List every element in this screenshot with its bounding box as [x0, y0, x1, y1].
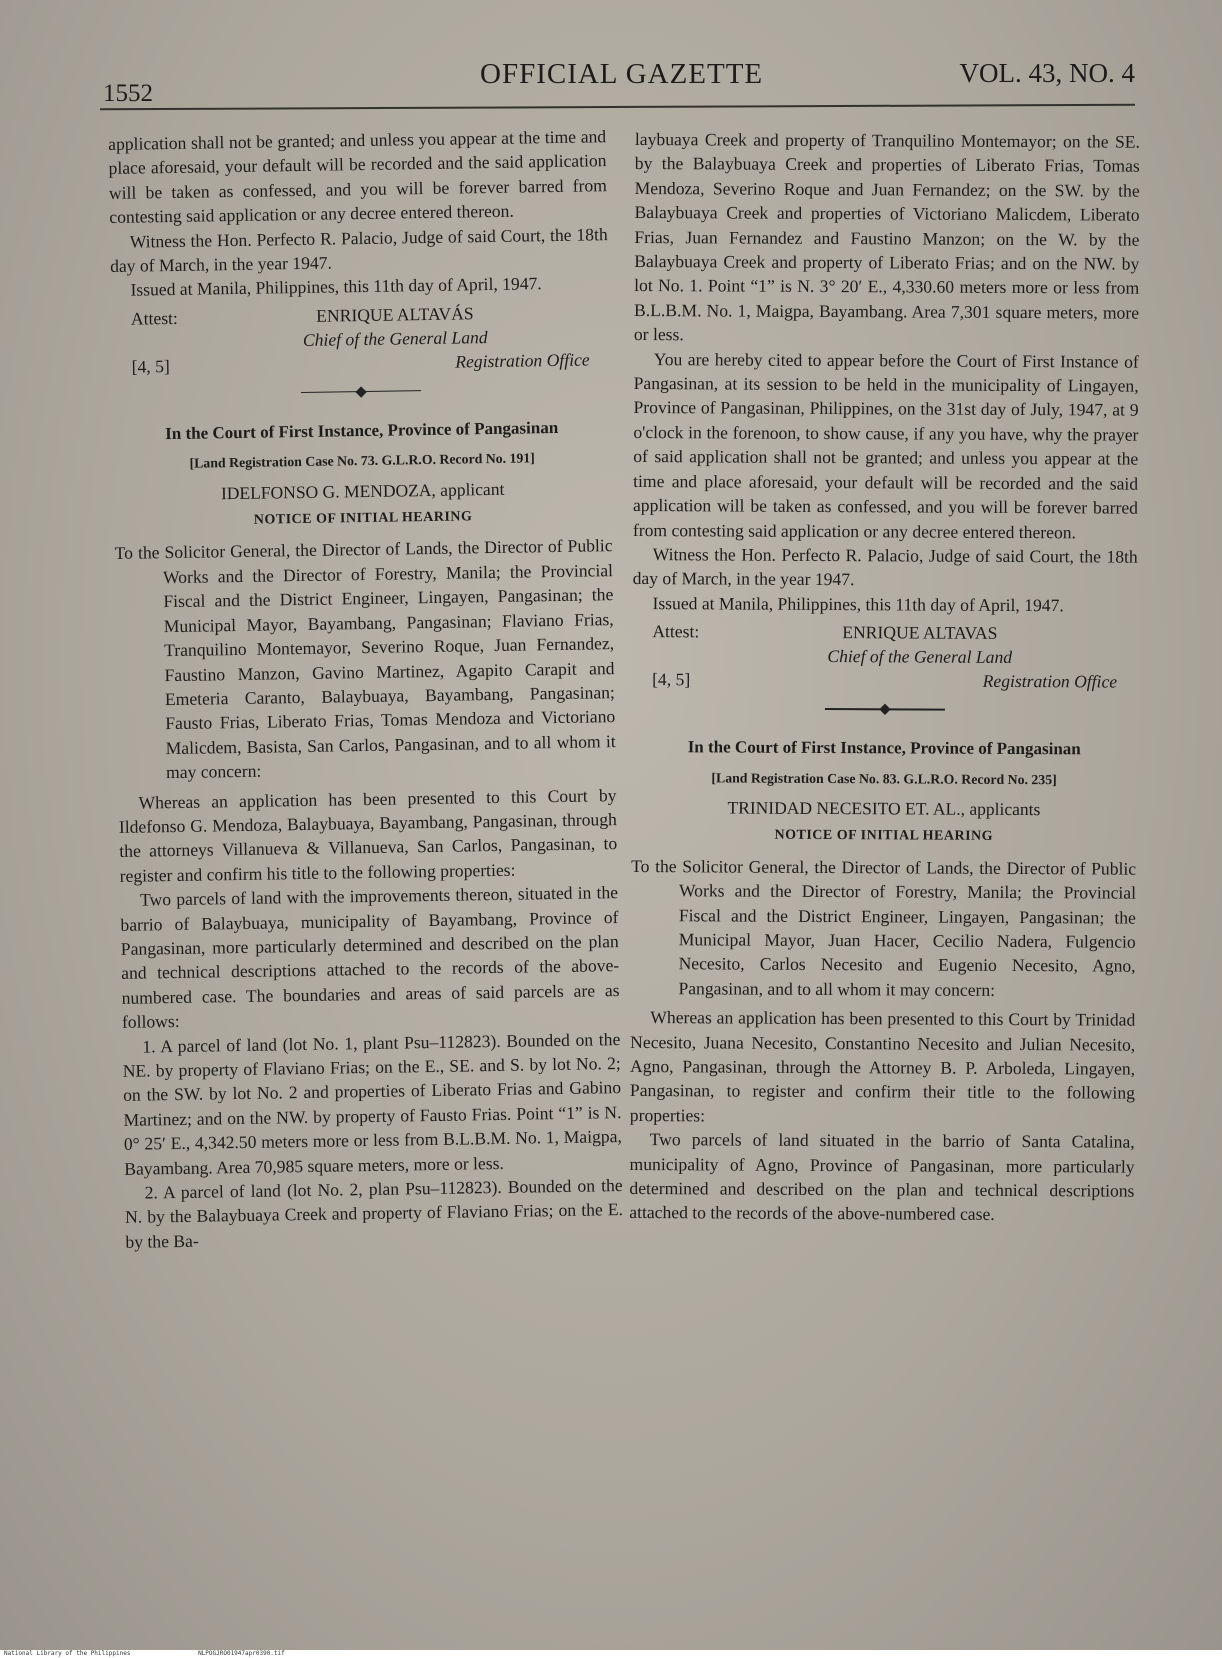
volume-number: VOL. 43, NO. 4 — [959, 58, 1135, 88]
section-divider — [632, 691, 1137, 728]
page-header — [95, 50, 1135, 110]
divider-ornament — [879, 704, 890, 715]
applicant-line — [631, 795, 1136, 822]
whereas-paragraph: Whereas an application has been presented to this Court by Trinidad Necesito, Juana Necesito, Constantino Necesito and Julian Necesito, Agno, Pangasinan, through the Attorney B. P. Arboleda, Lingayen, Pangasinan, to register and confirm their title to the following properties: — [629, 1007, 1136, 1126]
citation-paragraph: You are hereby cited to appear before the Court of First Instance of Pangasinan, at its session to be held in the municipality of Lingayen, Province of Pangasinan, Philippines, on the 31st day of July, 1947, at 9 o'clock in the forenoon, to show cause, if any you have, why the prayer of said application shall not be granted; and unless you appear at the time and place aforesaid, your default will be recorded and the said application will be taken as confessed, and you will be forever barred from contesting said application or any decree entered thereon. — [632, 348, 1139, 542]
page-number: 1552 — [103, 80, 153, 107]
attestation-block — [632, 617, 1137, 694]
library-credit: National Library of the Philippines — [4, 1650, 131, 1657]
signatory-office: Registration Office — [982, 670, 1118, 692]
attestation-block — [111, 297, 610, 379]
court-heading: In the Court of First Instance, Province of Pangasinan — [165, 417, 559, 443]
signatory-office: Registration Office — [455, 349, 590, 372]
notice-title: NOTICE OF INITIAL HEARING — [774, 828, 994, 845]
applicant-name: IDELFONSO G. MENDOZA — [220, 479, 432, 503]
left-column — [108, 124, 624, 1254]
lot-2-continued-paragraph: laybuaya Creek and property of Tranquilino Montemayor; on the SE. by the Balaybuaya Creek and properties of Liberato Frias, Tomas Mendoza, Severino Roque and Juan Fernandez; on the SW. by the Balaybuaya Creek and properties of Victoriano Malicdem, Liberato Frias, Juan Fernandez and Faustino Manzon; on the W. by the Balaybuaya Creek and property of Liberato Frias; and on the NW. by lot No. 1. Point “1” is N. 3° 20′ E., 4,330.60 meters more or less from B.L.B.M. No. 1, Maigpa, Bayambang. Area 7,301 square meters, more or less. — [633, 128, 1140, 345]
lot-2-paragraph: 2. A parcel of land (lot No. 2, plan Psu–112823). Bounded on the N. by the Balaybuaya Creek and property of Flaviano Frias; on the E. by the Ba- — [124, 1175, 624, 1252]
divider-ornament — [355, 386, 366, 397]
addressees-paragraph: To the Solicitor General, the Director of Lands, the Director of Public Works and the Director of Forestry, Manila; the Provincial Fiscal and the District Engineer, Lingayen, Pangasinan; the Municipal Mayor, Bayambang, Pangasinan; Flaviano Frias, Tranquilino Montemayor, Severino Roque, Juan Fernandez, Faustino Manzon, Gavino Martinez, Agapito Carapit and Emeteria Caranto, Balaybuaya, Bayambang, Pangasinan; Fausto Frias, Liberato Frias, Tomas Mendoza and Victoriano Malicdem, Basista, San Carlos, Pangasinan, and to all whom it may concern: — [114, 535, 616, 783]
continued-paragraph: application shall not be granted; and unless you appear at the time and place aforesaid, your default will be recorded and the said application will be taken as confessed, and you will be forever barred from contesting said application or any decree entered thereon. — [108, 126, 608, 228]
applicant-line — [114, 475, 612, 507]
section-divider — [112, 371, 610, 413]
case-record-line: [Land Registration Case No. 73. G.L.R.O. Record No. 191] — [189, 450, 535, 472]
signatory-title: Chief of the General Land — [827, 646, 1013, 668]
applicant-label: , applicant — [431, 478, 505, 500]
applicant-label: , applicants — [960, 798, 1041, 820]
addressees-paragraph: To the Solicitor General, the Director of Lands, the Director of Public Works and the Director of Forestry, Manila; the Provincial Fiscal and the District Engineer, Lingayen, Pangasinan; the Municipal Mayor, Juan Hacer, Cecilio Nadera, Fulgencio Necesito, Carlos Necesito and Eugenio Necesito, Agno, Pangasinan, and to all whom it may concern: — [631, 855, 1137, 1000]
issued-paragraph: Issued at Manila, Philippines, this 11th day of April, 1947. — [652, 592, 1064, 615]
attest-label: Attest: — [652, 621, 700, 642]
publication-title: OFFICIAL GAZETTE — [480, 58, 764, 90]
parcels-paragraph: Two parcels of land situated in the barrio of Santa Catalina, municipality of Agno, Province of Pangasinan, more particularly determined and described on the plan and technical descriptions attached to the records of the above-numbered case. — [629, 1129, 1135, 1225]
scan-file-id: NLPOGJRO01947apr0390.tif — [198, 1650, 285, 1657]
parcels-paragraph: Two parcels of land with the improvements thereon, situated in the barrio of Balaybuaya, municipality of Bayambang, Province of Pangasinan, more particularly determined and described on the plan and technical descriptions attached to the records of the above-numbered case. The boundaries and areas of said parcels are as follows: — [120, 882, 620, 1033]
issue-reference: [4, 5] — [652, 669, 691, 690]
applicant-name: TRINIDAD NECESITO ET. AL. — [727, 797, 961, 819]
signatory-name: ENRIQUE ALTAVÁS — [316, 303, 474, 326]
issued-paragraph: Issued at Manila, Philippines, this 11th day of April, 1947. — [130, 273, 542, 301]
scan-footer — [0, 1650, 1222, 1658]
right-column — [629, 127, 1140, 1227]
witness-paragraph: Witness the Hon. Perfecto R. Palacio, Judge of said Court, the 18th day of March, in the year 1947. — [109, 223, 608, 277]
court-heading: In the Court of First Instance, Province of Pangasinan — [687, 737, 1081, 759]
issue-reference: [4, 5] — [131, 355, 170, 377]
signatory-name: ENRIQUE ALTAVAS — [842, 622, 998, 644]
witness-paragraph: Witness the Hon. Perfecto R. Palacio, Judge of said Court, the 18th day of March, in the year 1947. — [632, 544, 1138, 590]
case-record-line: [Land Registration Case No. 83. G.L.R.O. Record No. 235] — [711, 769, 1057, 787]
lot-1-paragraph: 1. A parcel of land (lot No. 1, plant Psu–112823). Bounded on the NE. by property of Flaviano Frias; on the E., SE. and S. by lot No. 2; on the SW. by lot No. 2 and properties of Liberato Frias and Gabino Martinez; and on the NW. by property of Fausto Frias. Point “1” is N. 0° 25′ E., 4,342.50 meters more or less from B.L.B.M. No. 1, Maigpa, Bayambang. Area 70,985 square meters, more or less. — [122, 1028, 622, 1179]
attest-label: Attest: — [130, 307, 179, 329]
notice-title: NOTICE OF INITIAL HEARING — [253, 509, 473, 528]
whereas-paragraph: Whereas an application has been presented to this Court by Ildefonso G. Mendoza, Balaybuaya, Bayambang, Pangasinan, through the attorneys Villanueva & Villanueva, San Carlos, Pangasinan, to register and confirm his title to the following properties: — [118, 784, 618, 886]
signatory-title: Chief of the General Land — [302, 326, 488, 350]
